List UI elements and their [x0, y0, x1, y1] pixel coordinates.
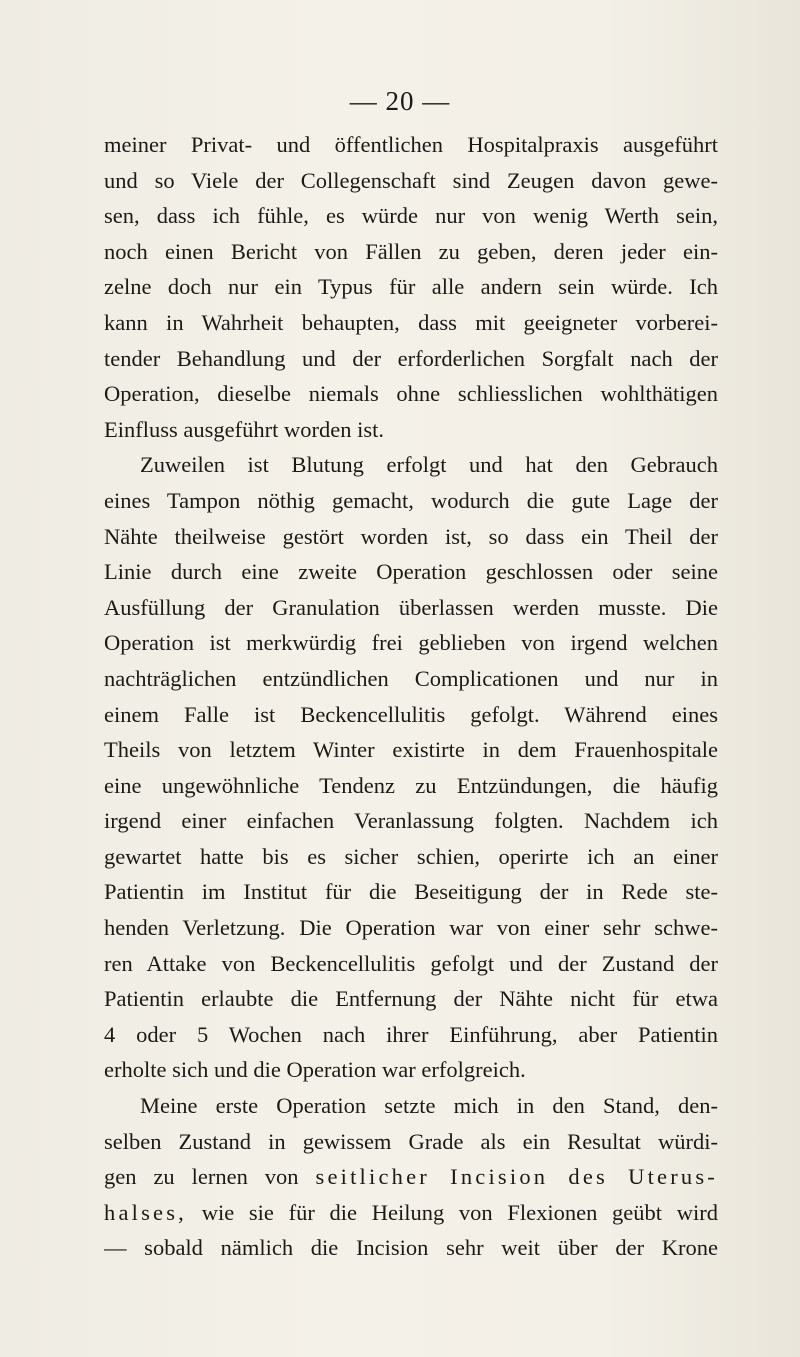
emphasized-text: halses, — [104, 1199, 188, 1225]
text-line: irgend einer einfachen Veranlassung folgten. Nachdem ich — [104, 808, 718, 834]
text-line: nachträglichen entzündlichen Complicationen und nur in — [104, 665, 718, 691]
text-line: eine ungewöhnliche Tendenz zu Entzündungen, die häufig — [104, 772, 718, 798]
text-line: kann in Wahrheit behaupten, dass mit geeigneter vorberei- — [104, 309, 718, 335]
text-line: erholte sich und die Operation war erfolgreich. — [104, 1057, 526, 1083]
text-line — [104, 1159, 718, 1195]
text-line: tender Behandlung und der erforderlichen Sorgfalt nach der — [104, 345, 718, 371]
text-line: meiner Privat- und öffentlichen Hospitalpraxis ausgeführt — [104, 132, 718, 157]
text-line: selben Zustand in gewissem Grade als ein Resultat würdi- — [104, 1128, 718, 1154]
text-line: eines Tampon nöthig gemacht, wodurch die gute Lage der — [104, 487, 718, 513]
text-line: Meine erste Operation setzte mich in den Stand, den- — [140, 1093, 718, 1119]
text-line: einem Falle ist Beckencellulitis gefolgt. Während eines — [104, 701, 718, 727]
text-line: gewartet hatte bis es sicher schien, operirte ich an einer — [104, 843, 718, 869]
text-line: Operation, dieselbe niemals ohne schliesslichen wohlthätigen — [104, 381, 718, 407]
text-segment: gen zu lernen von — [104, 1164, 299, 1190]
text-line: 4 oder 5 Wochen nach ihrer Einführung, aber Patientin — [104, 1021, 718, 1047]
text-line: Patientin erlaubte die Entfernung der Nähte nicht für etwa — [104, 986, 718, 1012]
text-line: und so Viele der Collegenschaft sind Zeugen davon gewe- — [104, 167, 718, 193]
text-line — [104, 1195, 718, 1231]
text-line: — sobald nämlich die Incision sehr weit über der Krone — [104, 1235, 718, 1261]
text-line: noch einen Bericht von Fällen zu geben, deren jeder ein- — [104, 238, 718, 264]
text-line: Patientin im Institut für die Beseitigung der in Rede ste- — [104, 879, 718, 905]
text-line: Ausfüllung der Granulation überlassen werden musste. Die — [104, 594, 718, 620]
text-line: Nähte theilweise gestört worden ist, so dass ein Theil der — [104, 523, 718, 549]
text-line: ren Attake von Beckencellulitis gefolgt und der Zustand der — [104, 950, 718, 976]
text-line: sen, dass ich fühle, es würde nur von wenig Werth sein, — [104, 203, 718, 229]
text-line: zelne doch nur ein Typus für alle andern sein würde. Ich — [104, 274, 718, 300]
text-line: Einfluss ausgeführt worden ist. — [104, 416, 384, 442]
text-segment: wie sie für die Heilung von Flexionen geübt wird — [201, 1199, 718, 1225]
text-line: Zuweilen ist Blutung erfolgt und hat den Gebrauch — [140, 452, 718, 478]
text-line: henden Verletzung. Die Operation war von einer sehr schwe- — [104, 915, 718, 941]
text-line: Theils von letztem Winter existirte in dem Frauenhospitale — [104, 737, 718, 763]
text-line: Linie durch eine zweite Operation geschlossen oder seine — [104, 559, 718, 585]
emphasized-text: seitlicher Incision des Uterus- — [315, 1164, 718, 1190]
page-number: — 20 — — [349, 86, 451, 116]
body-text — [104, 127, 718, 1266]
text-line: Operation ist merkwürdig frei geblieben von irgend welchen — [104, 630, 718, 656]
